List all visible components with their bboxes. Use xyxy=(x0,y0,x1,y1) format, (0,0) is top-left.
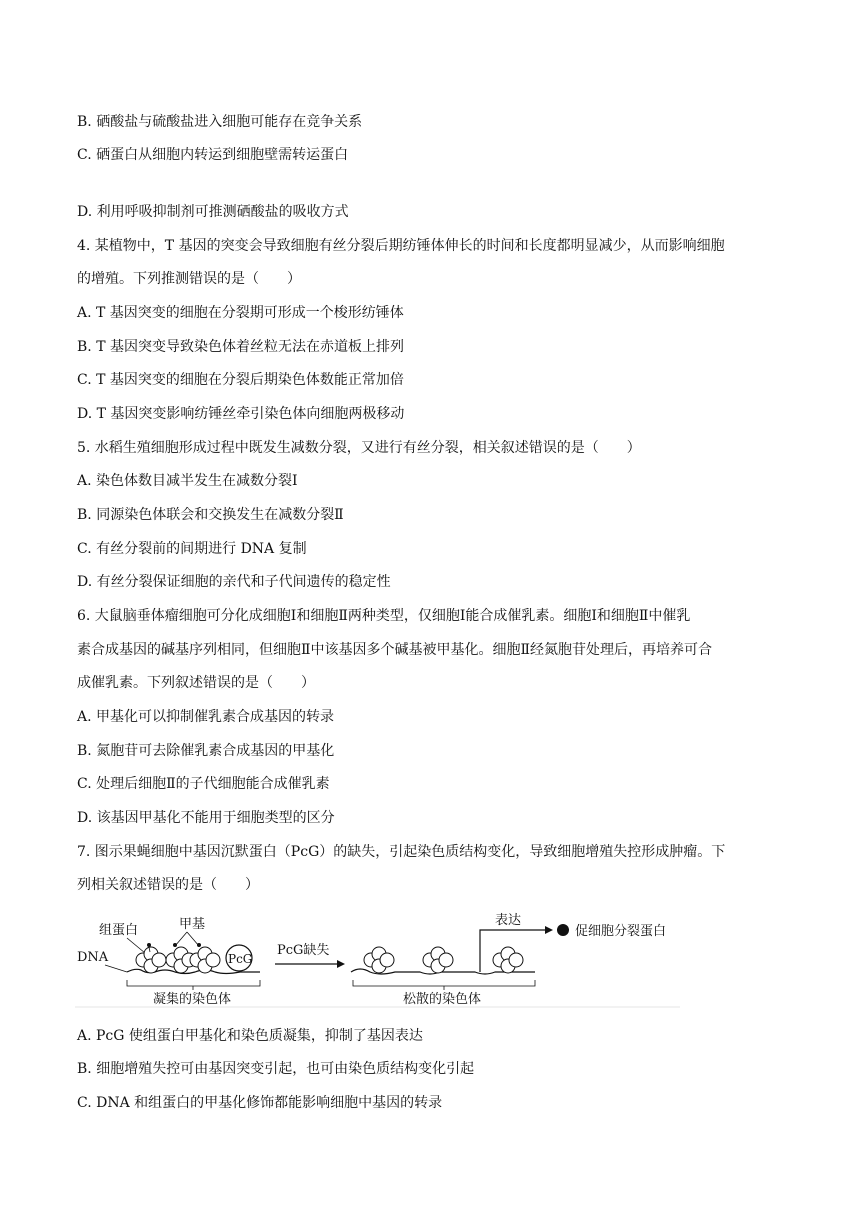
q6-option-b: B. 氮胞苷可去除催乳素合成基因的甲基化 xyxy=(77,743,335,759)
nucleosome-5 xyxy=(423,947,453,973)
q7-option-b: B. 细胞增殖失控可由基因突变引起，也可由染色质结构变化引起 xyxy=(77,1061,475,1077)
q7-option-a: A. PcG 使组蛋白甲基化和染色质凝集，抑制了基因表达 xyxy=(77,1028,423,1044)
q6-option-d: D. 该基因甲基化不能用于细胞类型的区分 xyxy=(77,810,335,826)
label-loose: 松散的染色体 xyxy=(403,992,482,1007)
label-methyl: 甲基 xyxy=(179,917,206,932)
q6-option-a: A. 甲基化可以抑制催乳素合成基因的转录 xyxy=(77,709,335,725)
q5-option-d: D. 有丝分裂保证细胞的亲代和子代间遗传的稳定性 xyxy=(77,574,391,590)
label-express: 表达 xyxy=(495,913,522,928)
label-condensed: 凝集的染色体 xyxy=(153,992,232,1007)
chromatin-diagram-svg xyxy=(75,908,680,1008)
q5-stem: 5. 水稻生殖细胞形成过程中既发生减数分裂，又进行有丝分裂，相关叙述错误的是（ ） xyxy=(77,440,641,456)
dna-pointer xyxy=(105,965,127,972)
q5-option-a: A. 染色体数目减半发生在减数分裂Ⅰ xyxy=(77,473,298,489)
q3-option-c: C. 硒蛋白从细胞内转运到细胞壁需转运蛋白 xyxy=(77,147,349,163)
q6-stem-line2: 素合成基因的碱基序列相同，但细胞Ⅱ中该基因多个碱基被甲基化。细胞Ⅱ经氮胞苷处理后，再培养可合 xyxy=(77,642,713,658)
q4-option-a: A. T 基因突变的细胞在分裂期可形成一个梭形纺锤体 xyxy=(77,305,404,321)
transition-arrowhead xyxy=(337,960,345,968)
nucleosome-6 xyxy=(493,947,523,973)
q7-option-c: C. DNA 和组蛋白的甲基化修饰都能影响细胞中基因的转录 xyxy=(77,1095,443,1111)
label-pcg: PcG xyxy=(228,952,253,966)
q5-option-c: C. 有丝分裂前的间期进行 DNA 复制 xyxy=(77,541,307,557)
nucleosome-1 xyxy=(136,943,166,973)
q6-stem-line1: 6. 大鼠脑垂体瘤细胞可分化成细胞Ⅰ和细胞Ⅱ两种类型，仅细胞Ⅰ能合成催乳素。细胞Ⅰ和细胞Ⅱ中催乳 xyxy=(77,608,691,624)
histone-pointer xyxy=(127,938,145,953)
q4-stem-line2: 的增殖。下列推测错误的是（ ） xyxy=(77,271,301,287)
q7-stem-line1: 7. 图示果蝇细胞中基因沉默蛋白（PcG）的缺失，引起染色质结构变化，导致细胞增殖失控形成肿瘤。下 xyxy=(77,844,726,860)
label-pcg-loss: PcG缺失 xyxy=(277,943,330,958)
methyl-pointer-1 xyxy=(175,932,187,946)
methyl-pointer-2 xyxy=(187,932,199,946)
q4-option-c: C. T 基因突变的细胞在分裂后期染色体数能正常加倍 xyxy=(77,372,404,388)
pcg-protein xyxy=(226,945,252,971)
q4-option-b: B. T 基因突变导致染色体着丝粒无法在赤道板上排列 xyxy=(77,339,404,355)
q5-option-b: B. 同源染色体联会和交换发生在减数分裂Ⅱ xyxy=(77,507,344,523)
bracket-condensed xyxy=(127,980,260,986)
q7-stem-line2: 列相关叙述错误的是（ ） xyxy=(77,877,259,893)
q4-option-d: D. T 基因突变影响纺锤丝牵引染色体向细胞两极移动 xyxy=(77,406,405,422)
q6-stem-line3: 成催乳素。下列叙述错误的是（ ） xyxy=(77,675,315,691)
label-protein: 促细胞分裂蛋白 xyxy=(575,924,667,939)
q6-option-c: C. 处理后细胞Ⅱ的子代细胞能合成催乳素 xyxy=(77,776,330,792)
label-histone: 组蛋白 xyxy=(99,923,139,938)
mitogenic-protein-dot xyxy=(557,924,569,936)
expression-arrowhead xyxy=(545,926,553,934)
q3-option-d: D. 利用呼吸抑制剂可推测硒酸盐的吸收方式 xyxy=(77,204,349,220)
chromatin-diagram xyxy=(75,908,680,1008)
bracket-loose xyxy=(353,980,535,986)
nucleosome-4 xyxy=(364,947,394,973)
label-dna: DNA xyxy=(77,950,109,965)
nucleosome-3 xyxy=(190,943,220,973)
q4-stem-line1: 4. 某植物中，T 基因的突变会导致细胞有丝分裂后期纺锤体伸长的时间和长度都明显减少，从而影响细胞 xyxy=(77,238,725,254)
q3-option-b: B. 硒酸盐与硫酸盐进入细胞可能存在竞争关系 xyxy=(77,114,363,130)
